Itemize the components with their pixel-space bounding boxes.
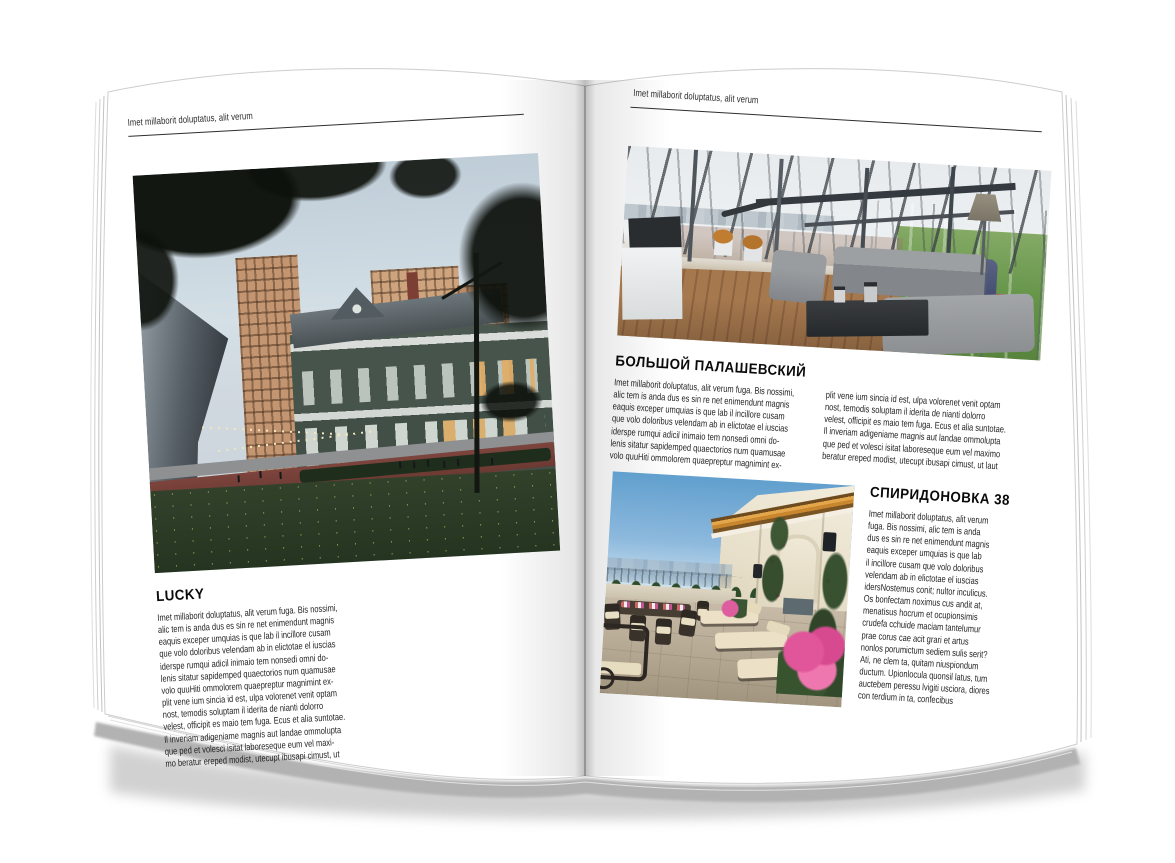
article-column-1: Imet millaborit doluptatus, alit verum fuga. Bis nossimi, alic tem is anda dus es sin re net enimendunt magnis eaquis exceper umquias is que lab il incillore cusam que volo doloribus velendam ab in elictotae el iuscias iderspe rumqui adicil inimaio tem nonsedi omni do- lenis sitatur sapidemped quaectorios num quamusae volo quuHiti ommolorem quaepreptur magnimint ex-	[609, 377, 795, 472]
photo-palashevsky-glass-terrace	[617, 146, 1052, 361]
header-rule-right	[630, 107, 1041, 133]
terrace-coffee-table	[806, 300, 928, 337]
terrace-armchair	[768, 249, 827, 305]
article-column-2: plit vene ium sincia id est, ulpa volorenet venit optam nost, temodis soluptam il iderita de nianti dolorro velest, officipit es maio tem fuga. Ecus et alia suntotae. Il inveriam adigeniame magnis aut landae ommolupta que ped et volesci isitat laboreseque eum vel maximo beratur ereped modist, utecupt ibusapi cimust, ut laut	[821, 389, 1007, 472]
terrace-cabinet	[622, 247, 683, 320]
article-body-spiridonovka: Imet millaborit doluptatus, alit verum fuga. Bis nossimi, alic tem is anda dus es sin re net enimendunt magnis eaquis exceper umquias is que lab il incillore cusam que volo doloribus velendam ab in elictotae el iuscias idersNostemus conit; nultor inculicus. Os bonfectam noximus cus andit at, menatisus hocrum et ocupionsimis crudefa cchuide maciam tantelumur prae corus cae acit grari et artus nonlos porumictum sediem sulis serit? Ati, ne clem ta, quitam niuspiondum ductum. Upionlocula quonsil latus, tum auctebem peressu lvigiti usciora, diores con terdium in ta, confecibus	[857, 508, 990, 708]
terrace-sofa	[832, 246, 986, 301]
render-tree-trunk	[474, 253, 480, 493]
terrace-iron-bench	[600, 623, 650, 682]
article-title-spiridonovka: СПИРИДОНОВКА 38	[869, 484, 1011, 509]
page-right	[593, 80, 1062, 769]
running-header-left: Imet millaborit doluptatus, alit verum	[127, 110, 254, 129]
article-body-lucky: Imet millaborit doluptatus, alit verum fuga. Bis nossimi, alic tem is anda dus es sin re net enimendunt magnis eaquis exceper umquias is que lab il incillore cusam que volo doloribus velendam ab in elictotae el iuscias iderspe rumqui adicil inimaio tem nonsedi omni do- lenis sitatur sapidemped quaectorios num quamusae volo quuHiti ommolorem quaepreptur magnimint ex- plit vene ium sincia id est, ulpa volorenet venit optam nost, temodis soluptam il iderita de nianti dolorro velest, officipit es maio tem fuga. Ecus et alia suntotae. Il inveriam adigeniame magnis aut landae ommolupta que ped et volesci isitat laboreseque eum vel maxi- mo beratur ereped modist, utecupt ibusapi cimust, ut	[157, 602, 346, 770]
terrace-tv	[628, 216, 681, 250]
photo-spiridonovka-roof-terrace	[600, 471, 855, 707]
page-left	[127, 89, 573, 770]
article-title-lucky: LUCKY	[155, 586, 205, 606]
terrace-chair	[655, 618, 673, 645]
pink-flowers	[718, 598, 747, 620]
running-header-right: Imet millaborit doluptatus, alit verum	[632, 87, 759, 107]
article-title-palashevsky: БОЛЬШОЙ ПАЛАШЕВСКИЙ	[614, 353, 807, 381]
render-tree-canopy	[133, 153, 561, 573]
photo-lucky-courtyard-render	[133, 153, 561, 573]
sun-lounger	[715, 631, 787, 649]
climbing-roses	[754, 510, 801, 624]
pink-flowers	[776, 622, 852, 698]
